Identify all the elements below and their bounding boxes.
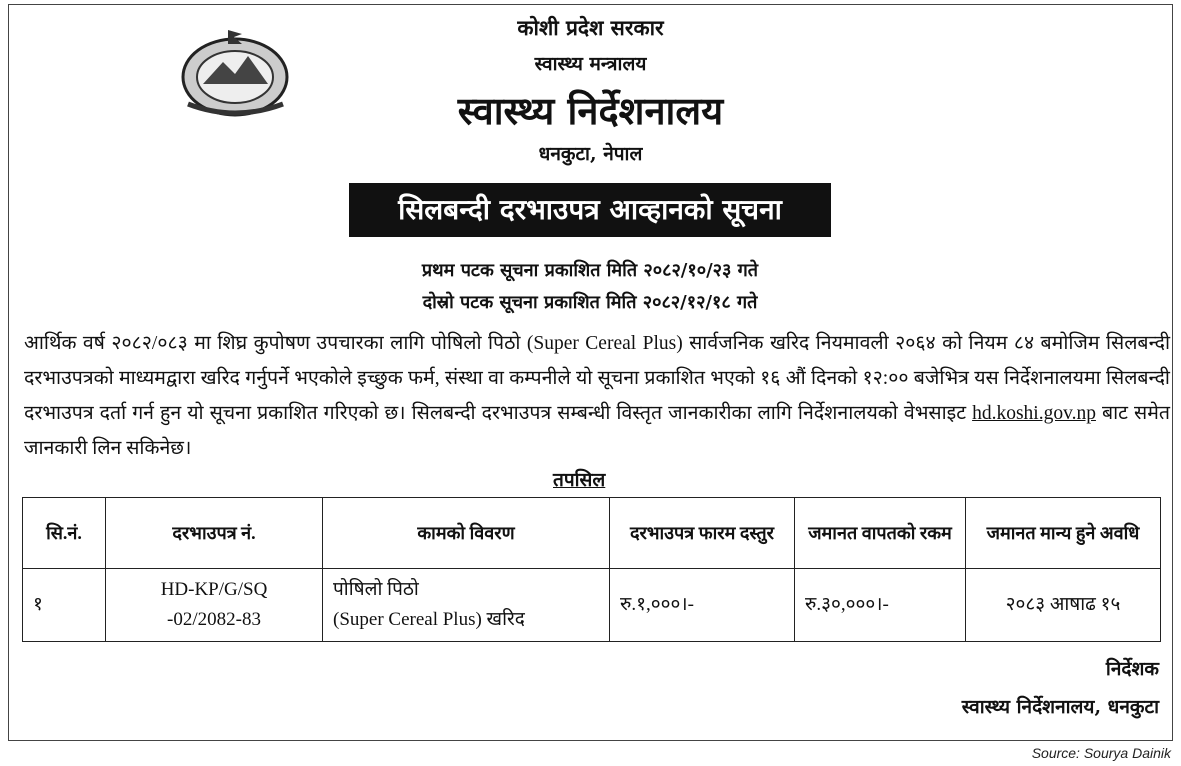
col-description: कामको विवरण (323, 498, 610, 569)
col-sn: सि.नं. (23, 498, 106, 569)
table-title: तपसिल (553, 469, 606, 491)
first-publish-date: प्रथम पटक सूचना प्रकाशित मिति २०८२/१०/२३ गते (421, 260, 759, 281)
table-row (23, 569, 1161, 642)
ministry-name: स्वास्थ्य मन्त्रालय (534, 53, 647, 75)
table-header-row (23, 498, 1161, 569)
col-security: जमानत वापतको रकम (795, 498, 966, 569)
notice-title: सिलबन्दी दरभाउपत्र आव्हानको सूचना (349, 183, 831, 237)
second-publish-date: दोस्रो पटक सूचना प्रकाशित मिति २०८२/१२/१८ गते (422, 292, 758, 313)
office-name: स्वास्थ्य निर्देशनालय (457, 88, 724, 133)
signatory-title: निर्देशक (1105, 658, 1159, 680)
desc-line1: पोषिलो पिठो (333, 579, 419, 600)
government-name: कोशी प्रदेश सरकार (517, 15, 664, 40)
cell-description (323, 569, 610, 642)
office-location: धनकुटा, नेपाल (538, 143, 643, 165)
notice-body (24, 326, 1170, 466)
source-credit: Source: Sourya Dainik (1031, 745, 1171, 761)
signatory-office: स्वास्थ्य निर्देशनालय, धनकुटा (961, 696, 1159, 718)
col-validity: जमानत मान्य हुने अवधि (966, 498, 1161, 569)
bid-no-line1: HD-KP/G/SQ (160, 579, 268, 600)
cell-fee: रु.१,०००।- (610, 569, 795, 642)
bid-table (22, 497, 1161, 642)
cell-bid-no (106, 569, 323, 642)
cell-validity: २०८३ आषाढ १५ (966, 569, 1161, 642)
website-link[interactable]: hd.koshi.gov.np (972, 403, 1096, 424)
body-text-end: बाट समेत जानकारी लिन सकिनेछ। (24, 403, 1170, 459)
cell-sn: १ (23, 569, 106, 642)
cell-security: रु.३०,०००।- (795, 569, 966, 642)
col-form-fee: दरभाउपत्र फारम दस्तुर (610, 498, 795, 569)
desc-line2: (Super Cereal Plus) खरिद (333, 609, 525, 630)
bid-no-line2: -02/2082-83 (167, 609, 261, 630)
col-bid-no: दरभाउपत्र नं. (106, 498, 323, 569)
body-text: आर्थिक वर्ष २०८२/०८३ मा शिघ्र कुपोषण उपचारका लागि पोषिलो पिठो (Super Cereal Plus) सार्वजनिक खरिद नियमावली २०६४ को नियम ८४ बमोजिम सिलबन्दी दरभाउपत्रको माध्यमद्वारा खरिद गर्नुपर्ने भएकोले इच्छुक फर्म, संस्था वा कम्पनीले यो सूचना प्रकाशित भएको १६ औं दिनको १२:०० बजेभित्र यस निर्देशनालयमा सिलबन्दी दरभाउपत्र दर्ता गर्न हुन यो सूचना प्रकाशित गरिएको छ। सिलबन्दी दरभाउपत्र सम्बन्धी विस्तृत जानकारीका लागि निर्देशनालयको वेभसाइट (24, 333, 1170, 424)
